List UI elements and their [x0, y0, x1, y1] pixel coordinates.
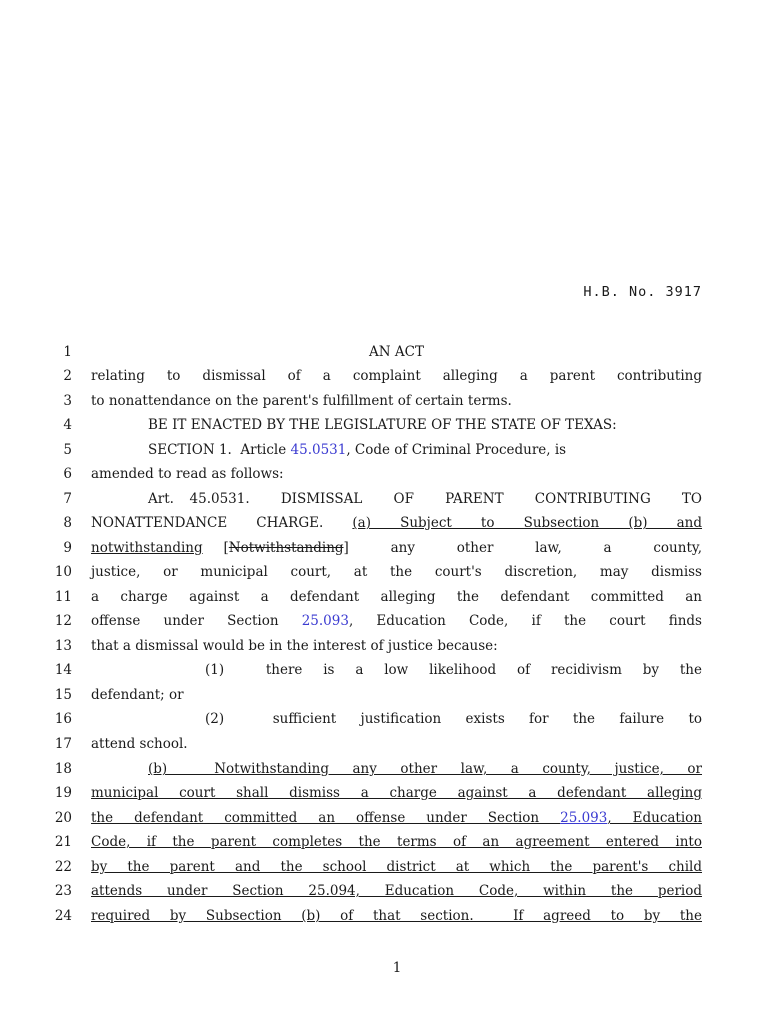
- line-number: 10: [54, 564, 72, 580]
- inserted-text: (a) Subject to Subsection (b) and: [352, 515, 703, 531]
- page-number: 1: [392, 960, 402, 976]
- line-number: 23: [54, 883, 72, 899]
- line-number: 13: [54, 638, 72, 654]
- inserted-text: (b) Notwithstanding any other law, a county, justice, or: [148, 761, 702, 777]
- inserted-text: by the parent and the school district at which the parent's child: [91, 859, 702, 875]
- bill-text-line: [91, 907, 702, 925]
- bill-text-line: NONATTENDANCE CHARGE. (a) Subject to Subsection (b) and: [91, 515, 703, 531]
- line-number: 22: [54, 859, 72, 875]
- line-number: 9: [63, 540, 72, 556]
- statute-link[interactable]: 25.093: [560, 810, 608, 826]
- line-number: 17: [54, 736, 72, 752]
- bill-text-line: offense under Section 25.093, Education Code, if the court finds: [91, 613, 702, 629]
- bill-text-line: amended to read as follows:: [91, 466, 284, 482]
- bill-text-line: Art. 45.0531. DISMISSAL OF PARENT CONTRIBUTING TO: [148, 491, 702, 507]
- line-number: 15: [54, 687, 72, 703]
- bill-text-line: a charge against a defendant alleging the defendant committed an: [91, 589, 702, 605]
- bill-text-line: (1) there is a low likelihood of recidivism by the: [205, 662, 702, 678]
- inserted-text: required by Subsection (b) of that section. If agreed to by the: [91, 908, 702, 924]
- statute-link[interactable]: 25.093: [301, 613, 349, 629]
- line-number: 18: [54, 761, 72, 777]
- line-number: 16: [54, 711, 72, 727]
- inserted-text: municipal court shall dismiss a charge against a defendant alleging: [91, 785, 702, 801]
- line-number: 3: [63, 393, 72, 409]
- bill-text-line: [91, 833, 702, 851]
- line-number: 14: [54, 662, 72, 678]
- bill-text-line: justice, or municipal court, at the court's discretion, may dismiss: [91, 564, 702, 580]
- bill-text-line: that a dismissal would be in the interest of justice because:: [91, 638, 498, 654]
- bill-text-line: [91, 784, 702, 802]
- line-number: 8: [63, 515, 72, 531]
- caption-line: to nonattendance on the parent's fulfillment of certain terms.: [91, 393, 512, 409]
- statute-link[interactable]: 45.0531: [290, 442, 347, 458]
- line-number: 1: [63, 344, 72, 360]
- inserted-text: the defendant committed an offense under Section: [91, 810, 561, 826]
- inserted-text: Code, if the parent completes the terms of an agreement entered into: [91, 834, 702, 850]
- bill-text-line: attend school.: [91, 736, 188, 752]
- line-number: 11: [54, 589, 72, 605]
- bill-text-line: [91, 809, 702, 827]
- act-title: AN ACT: [369, 344, 424, 360]
- bill-text-line: (2) sufficient justification exists for the failure to: [205, 711, 702, 727]
- bill-text-line: [91, 760, 702, 778]
- line-number: 19: [54, 785, 72, 801]
- inserted-text: attends under Section 25.094, Education Code, within the period: [91, 883, 702, 899]
- deleted-text: Notwithstanding: [228, 540, 344, 556]
- line-number: 2: [63, 368, 72, 384]
- inserted-text: notwithstanding: [91, 540, 203, 556]
- line-number: 7: [63, 491, 72, 507]
- line-number: 5: [63, 442, 72, 458]
- bill-text-line: [91, 882, 702, 900]
- enacting-clause: BE IT ENACTED BY THE LEGISLATURE OF THE STATE OF TEXAS:: [148, 417, 617, 433]
- line-number: 4: [63, 417, 72, 433]
- bill-text-line: notwithstanding [Notwithstanding] any other law, a county,: [91, 540, 702, 556]
- bill-text-line: defendant; or: [91, 687, 184, 703]
- line-number: 12: [54, 613, 72, 629]
- bill-number: H.B. No. 3917: [583, 284, 702, 300]
- caption-line: relating to dismissal of a complaint alleging a parent contributing: [91, 368, 702, 384]
- line-number: 21: [54, 834, 72, 850]
- bill-text-line: [91, 858, 702, 876]
- bill-text-line: SECTION 1. Article 45.0531, Code of Criminal Procedure, is: [148, 442, 567, 458]
- line-number: 24: [54, 908, 72, 924]
- line-number: 20: [54, 810, 72, 826]
- inserted-text: , Education: [607, 810, 702, 826]
- line-number: 6: [63, 466, 72, 482]
